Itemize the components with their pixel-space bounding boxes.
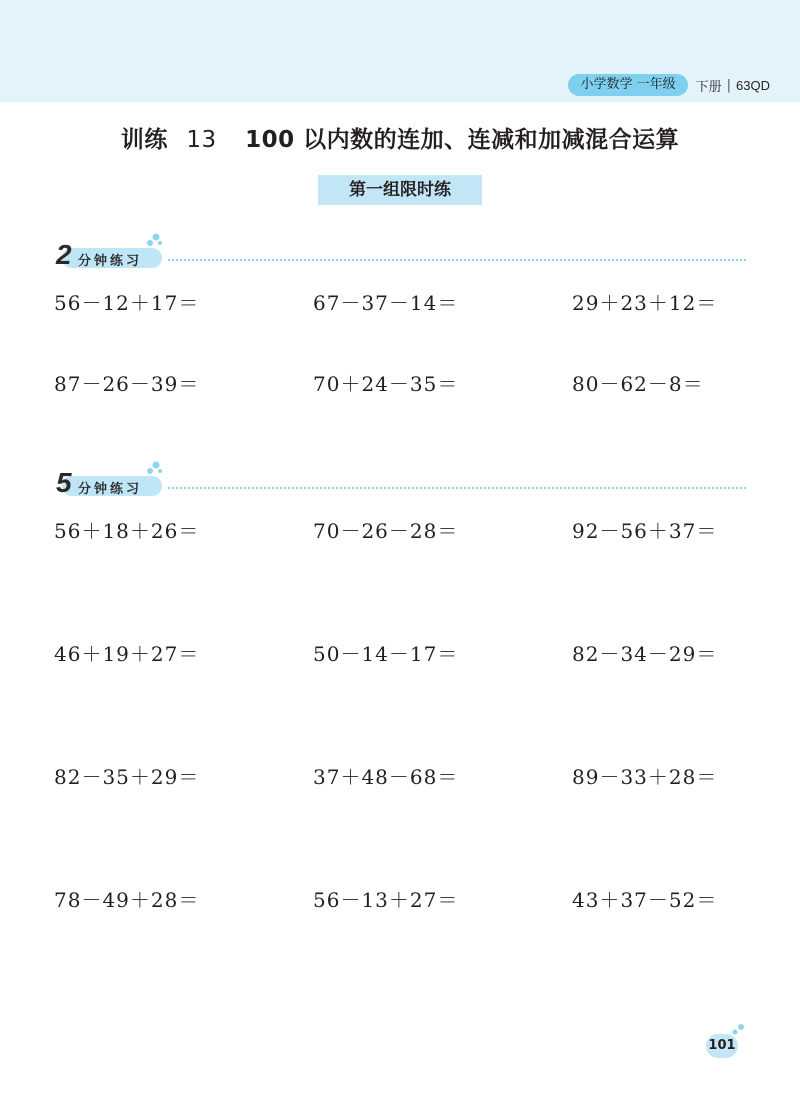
timer-badge-2-min: [52, 239, 164, 271]
group-label: 第一组限时练: [318, 175, 482, 205]
problem: 43＋37－52＝: [572, 888, 718, 912]
badge-minutes: 5: [56, 467, 72, 498]
problem: 92－56＋37＝: [572, 519, 718, 543]
lesson-prefix: 训练: [120, 127, 168, 153]
water-drop-icon: [732, 1022, 746, 1036]
problem: 80－62－8＝: [572, 372, 704, 396]
problem: 46＋19＋27＝: [54, 642, 200, 666]
problem: 78－49＋28＝: [54, 888, 200, 912]
problem: 82－34－29＝: [572, 642, 718, 666]
lesson-title-text: 100 以内数的连加、连减和加减混合运算: [245, 127, 680, 153]
problem: 87－26－39＝: [54, 372, 200, 396]
problem: 29＋23＋12＝: [572, 291, 718, 315]
problem: 89－33＋28＝: [572, 765, 718, 789]
badge-minutes: 2: [56, 239, 72, 270]
problem: 82－35＋29＝: [54, 765, 200, 789]
problem: 70－26－28＝: [313, 519, 459, 543]
lesson-title: [0, 121, 800, 154]
problem: 56＋18＋26＝: [54, 519, 200, 543]
book-code: 63QD: [736, 77, 770, 93]
section-divider: [168, 259, 746, 261]
page-number: 101: [706, 1034, 738, 1058]
badge-label: 分钟练习: [78, 482, 143, 497]
badge-label: 分钟练习: [78, 254, 143, 269]
section-divider: [168, 487, 746, 489]
problem: 37＋48－68＝: [313, 765, 459, 789]
problem: 50－14－17＝: [313, 642, 459, 666]
volume-label: 下册: [695, 79, 722, 95]
water-drop-icon: [146, 231, 162, 247]
water-drop-icon: [146, 459, 162, 475]
problem: 70＋24－35＝: [313, 372, 459, 396]
book-info: [568, 74, 770, 96]
lesson-number: 13: [186, 127, 217, 153]
problem: 67－37－14＝: [313, 291, 459, 315]
problem: 56－12＋17＝: [54, 291, 200, 315]
header-separator: |: [726, 77, 732, 93]
problem: 56－13＋27＝: [313, 888, 459, 912]
timer-badge-5-min: [52, 467, 164, 499]
subject-grade-pill: 小学数学 一年级: [568, 74, 687, 96]
